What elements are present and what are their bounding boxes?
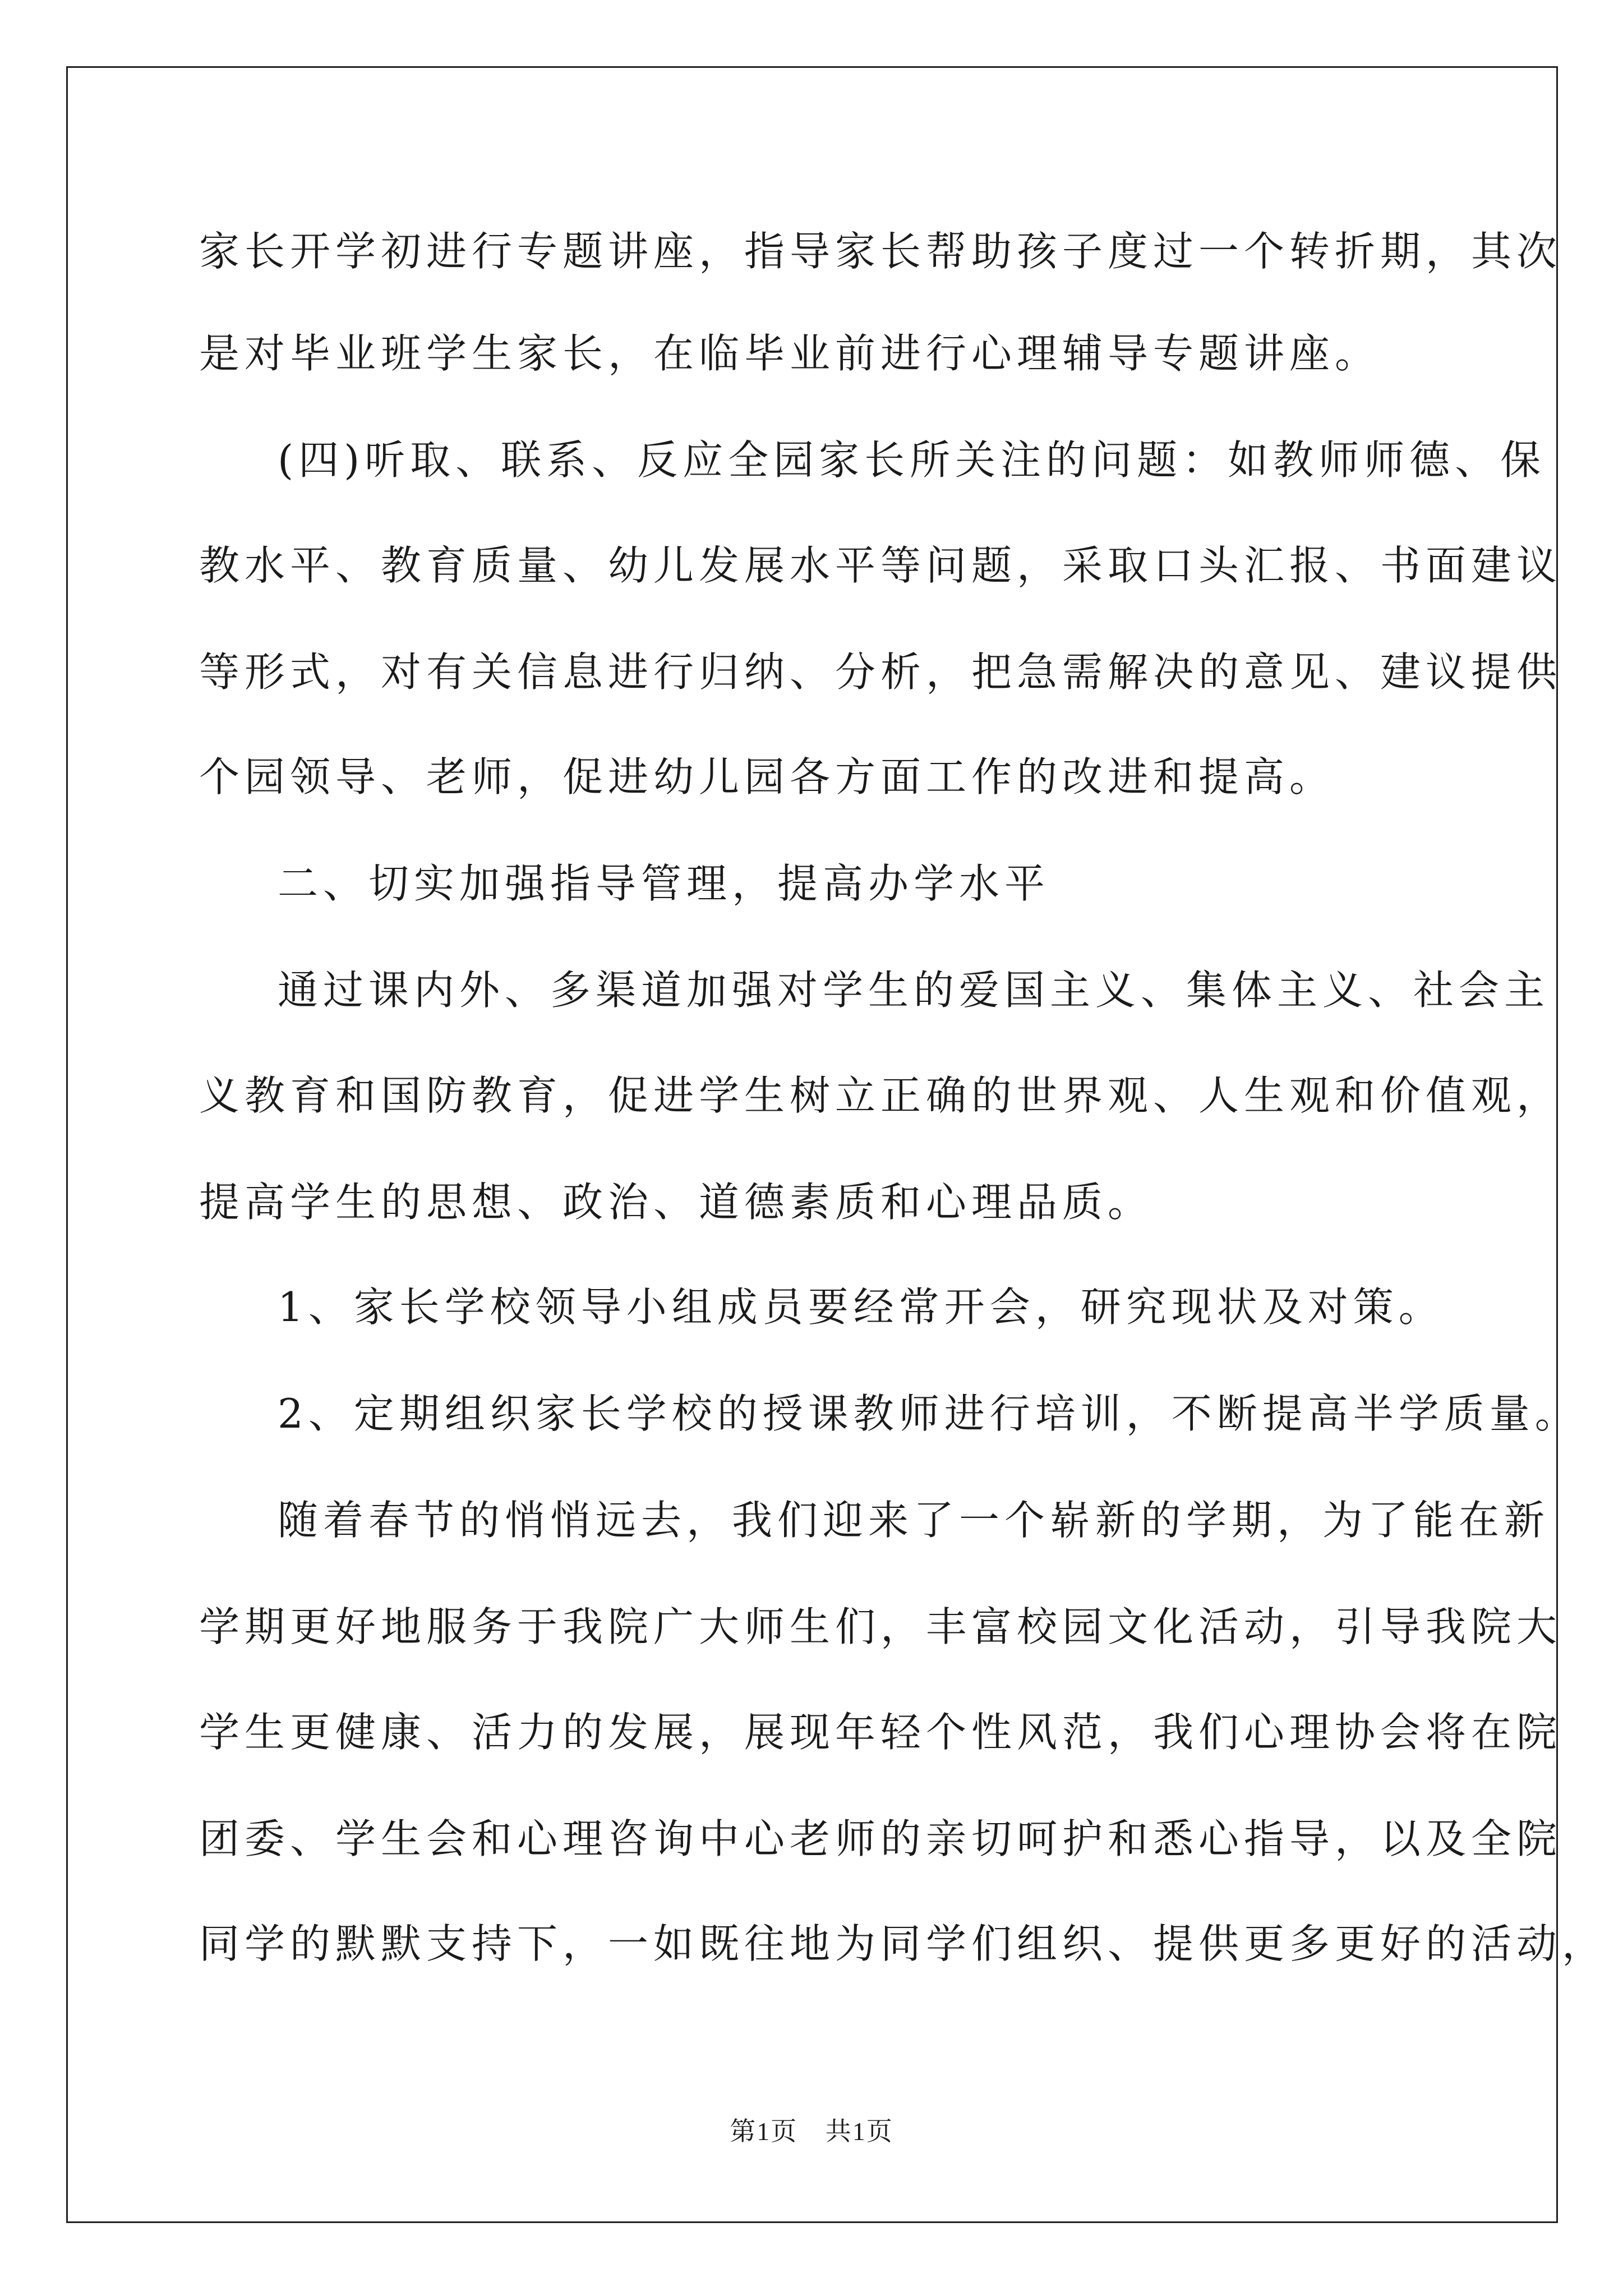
text-line: 1、家长学校领导小组成员要经常开会，研究现状及对策。 xyxy=(278,1283,1444,1331)
text-line: 学生更健康、活力的发展，展现年轻个性风范，我们心理协会将在院 xyxy=(199,1709,1562,1756)
page-footer xyxy=(0,2115,1623,2148)
text-line: 是对毕业班学生家长，在临毕业前进行心理辅导专题讲座。 xyxy=(199,330,1381,377)
text-line: 义教育和国防教育，促进学生树立正确的世界观、人生观和价值观， xyxy=(199,1072,1562,1119)
page-number: 第1页 xyxy=(730,2117,798,2146)
text-line: 等形式，对有关信息进行归纳、分析，把急需解决的意见、建议提供 xyxy=(199,648,1562,696)
text-line: 提高学生的思想、政治、道德素质和心理品质。 xyxy=(199,1179,1154,1226)
text-line: 通过课内外、多渠道加强对学生的爱国主义、集体主义、社会主 xyxy=(278,967,1550,1014)
text-line: 同学的默默支持下，一如既往地为同学们组织、提供更多更好的活动， xyxy=(199,1920,1608,1967)
text-line: 学期更好地服务于我院广大师生们，丰富校园文化活动，引导我院大 xyxy=(199,1603,1562,1650)
section-heading: 二、切实加强指导管理，提高办学水平 xyxy=(278,860,1050,907)
text-line: (四)听取、联系、反应全园家长所关注的问题：如教师师德、保 xyxy=(278,436,1546,484)
text-line: 随着春节的悄悄远去，我们迎来了一个崭新的学期，为了能在新 xyxy=(278,1497,1550,1544)
page-border xyxy=(66,66,1558,2223)
text-line: 教水平、教育质量、幼儿发展水平等问题，采取口头汇报、书面建议 xyxy=(199,542,1562,589)
text-line: 团委、学生会和心理咨询中心老师的亲切呵护和悉心指导，以及全院 xyxy=(199,1815,1562,1862)
text-line: 2、定期组织家长学校的授课教师进行培训，不断提高半学质量。 xyxy=(278,1390,1580,1437)
text-line: 家长开学初进行专题讲座，指导家长帮助孩子度过一个转折期，其次 xyxy=(199,228,1562,275)
page-total: 共1页 xyxy=(825,2117,893,2146)
text-line: 个园领导、老师，促进幼儿园各方面工作的改进和提高。 xyxy=(199,753,1335,800)
